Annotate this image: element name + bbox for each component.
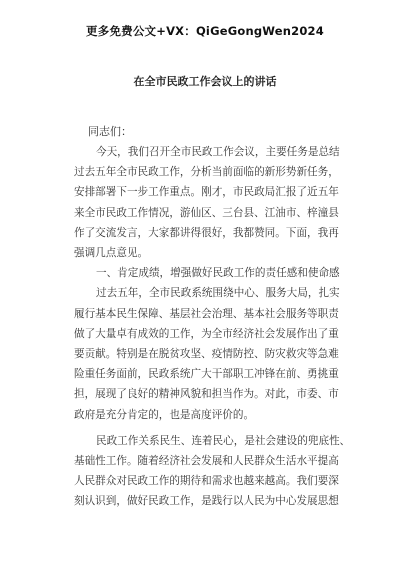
paragraph-intro <box>74 142 352 263</box>
text-line: 基础性工作。随着经济社会发展和人民群众生活水平提高 <box>74 455 339 468</box>
text-line: 过去五年，全市民政系统围绕中心、服务大局，扎实 <box>96 287 340 300</box>
text-line: 一、肯定成绩，增强做好民政工作的责任感和使命感 <box>96 267 340 280</box>
text-line: 担，展现了良好的精神风貌和担当作为。对此，市委、市 <box>74 388 339 401</box>
text-line: 人民群众对民政工作的期待和需求也越来越高。我们要深 <box>74 475 339 488</box>
text-line: 政府是充分肯定的，也是高度评价的。 <box>74 408 255 421</box>
speech-title: 在全市民政工作会议上的讲话 <box>133 75 277 88</box>
text-line: 要贡献。特别是在脱贫攻坚、疫情防控、防灾救灾等急难 <box>74 348 339 361</box>
paragraph-significance <box>74 431 352 512</box>
text-line: 民政工作关系民生、连着民心，是社会建设的兜底性、 <box>96 434 351 447</box>
text-line: 强调几点意见。 <box>74 247 149 260</box>
text-line: 刻认识到，做好民政工作，是践行以人民为中心发展思想 <box>74 495 339 508</box>
section-heading-1 <box>74 263 352 283</box>
text-line: 今天，我们召开全市民政工作会议，主要任务是总结 <box>96 146 340 158</box>
text-line: 安排部署下一步工作重点。刚才，市民政局汇报了近五年 <box>74 186 339 199</box>
text-line: 来全市民政工作情况，游仙区、三台县、江油市、梓潼县 <box>74 206 339 219</box>
text-line: 履行基本民生保障、基层社会治理、基本社会服务等职责 <box>74 307 339 320</box>
text-line: 做了大量卓有成效的工作，为全市经济社会发展作出了重 <box>74 327 339 340</box>
text-line: 险重任务面前，民政系统广大干部职工冲锋在前、勇挑重 <box>74 368 339 381</box>
text-line: 作了交流发言，大家都讲得很好，我都赞同。下面，我再 <box>74 226 339 239</box>
salutation: 同志们： <box>88 125 132 138</box>
text-line: 过去五年全市民政工作，分析当前面临的新形势新任务， <box>74 166 339 179</box>
paragraph-achievements <box>74 283 352 424</box>
promo-banner: 更多免费公文+VX：QiGeGongWen2024 <box>86 24 324 38</box>
